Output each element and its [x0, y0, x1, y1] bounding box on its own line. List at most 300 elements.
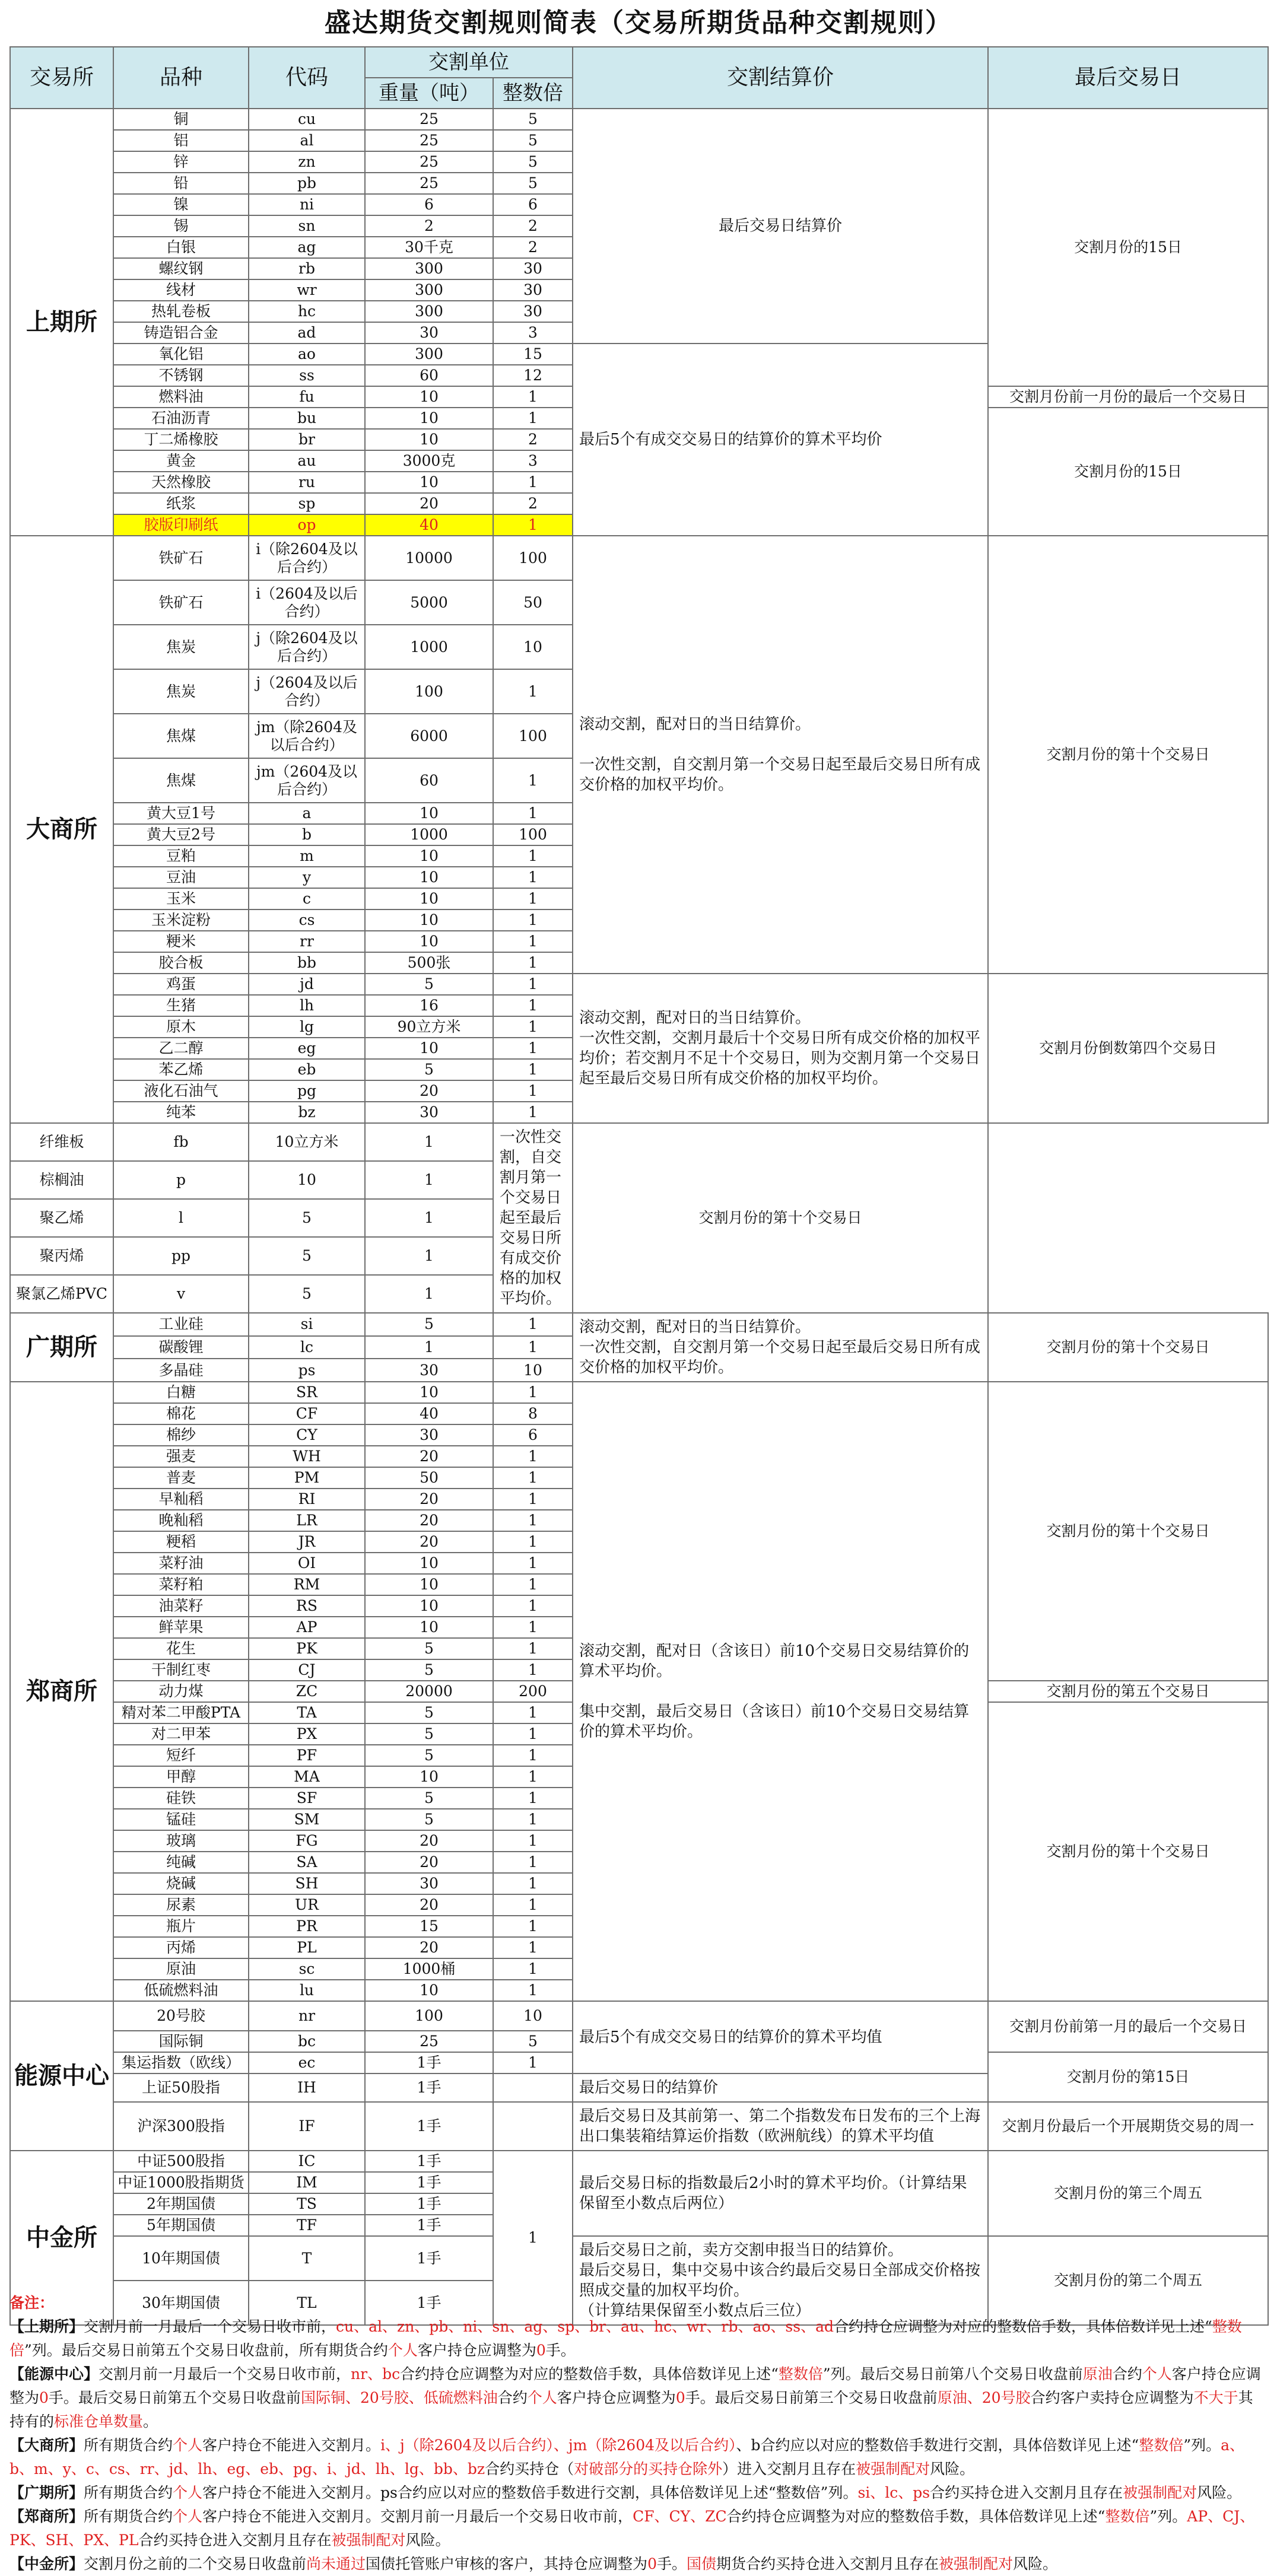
multiple-cell: 1: [493, 1574, 573, 1595]
note-ine: 【能源中心】交割月前一月最后一个交易日收市前，nr、bc合约持仓应调整为对应的整数倍手数，具体倍数详见上述“整数倍”列。最后交易日前第八个交易日收盘前原油合约个人客户持仓应调整为0手。最后交易日前第五个交易日收盘前国际铜、20号胶、低硫燃料油合约个人客户持仓应调整为0手。最后交易日前第三个交易日收盘前原油、20号胶合约客户卖持仓应调整为不大于其持有的标准仓单数量。: [9, 2365, 1261, 2430]
variety-cell: 铅: [113, 173, 249, 194]
multiple-cell: 1: [493, 1980, 573, 2001]
weight-cell: 300: [365, 258, 493, 279]
code-cell: LR: [249, 1510, 365, 1531]
variety-cell: 中证500股指: [113, 2151, 249, 2172]
multiple-cell: 1: [493, 1510, 573, 1531]
variety-cell: 2年期国债: [113, 2193, 249, 2215]
code-cell: jm（2604及以后合约）: [249, 758, 365, 803]
code-cell: RS: [249, 1595, 365, 1617]
code-cell: TL: [249, 2281, 365, 2325]
table-row: [10, 2001, 1268, 2031]
exchange-cell: 郑商所: [10, 1382, 113, 2001]
code-cell: sp: [249, 493, 365, 514]
table-row: [10, 109, 1268, 130]
weight-cell: 1手: [365, 2281, 493, 2325]
last-trading-day-cell: 交割月份的第三个周五: [988, 2151, 1268, 2236]
last-trading-day-cell: 交割月份前一月份的最后一个交易日: [988, 386, 1268, 408]
code-cell: br: [249, 429, 365, 450]
multiple-cell: 200: [493, 1681, 573, 1702]
multiple-cell: 1: [365, 1123, 493, 1161]
note-cffex: 【中金所】交割月份之前的二个交易日收盘前尚未通过国债托管账户审核的客户，其持仓应调整为0手。国债期货合约买持仓进入交割月且存在被强制配对风险。: [9, 2555, 1058, 2572]
multiple-cell: 6: [493, 1424, 573, 1446]
multiple-cell: 1: [493, 758, 573, 803]
multiple-cell: 1: [493, 1788, 573, 1809]
weight-cell: 5: [365, 1723, 493, 1745]
variety-cell: 5年期国债: [113, 2215, 249, 2236]
exchange-cell: 大商所: [10, 536, 113, 1123]
variety-cell: 石油沥青: [113, 408, 249, 429]
weight-cell: 20: [365, 1937, 493, 1958]
multiple-cell: 1: [493, 1595, 573, 1617]
settlement-cell: 一次性交割，自交割月第一个交易日起至最后交易日所有成交价格的加权平均价。: [493, 1123, 573, 1313]
page-title: 盛达期货交割规则简表（交易所期货品种交割规则）: [325, 8, 952, 38]
weight-cell: 5: [365, 974, 493, 995]
multiple-cell: 1: [493, 888, 573, 909]
code-cell: ad: [249, 322, 365, 344]
weight-cell: 10: [365, 1574, 493, 1595]
code-cell: cu: [249, 109, 365, 130]
variety-cell: 玉米: [113, 888, 249, 909]
multiple-cell: 1: [493, 1659, 573, 1681]
variety-cell: 甲醇: [113, 1766, 249, 1788]
variety-cell: 20号胶: [113, 2001, 249, 2031]
weight-cell: 10000: [365, 536, 493, 580]
weight-cell: 30: [365, 1359, 493, 1382]
code-cell: p: [113, 1161, 249, 1199]
multiple-cell: 2: [493, 429, 573, 450]
weight-cell: 25: [365, 151, 493, 173]
variety-cell: 碳酸锂: [113, 1336, 249, 1359]
variety-cell: 集运指数（欧线）: [113, 2052, 249, 2073]
weight-cell: 30: [365, 1424, 493, 1446]
code-cell: bz: [249, 1102, 365, 1123]
multiple-cell: 30: [493, 279, 573, 301]
multiple-cell: 1: [493, 1080, 573, 1102]
weight-cell: 5: [365, 1659, 493, 1681]
code-cell: AP: [249, 1617, 365, 1638]
multiple-cell: 1: [493, 1702, 573, 1723]
weight-cell: 300: [365, 344, 493, 365]
variety-cell: 白糖: [113, 1382, 249, 1403]
variety-cell: 上证50股指: [113, 2073, 249, 2102]
code-cell: y: [249, 867, 365, 888]
header-last-trading-day: 最后交易日: [988, 47, 1268, 109]
code-cell: m: [249, 845, 365, 867]
multiple-cell: 1: [493, 1873, 573, 1894]
settlement-cell: 最后5个有成交交易日的结算价的算术平均值: [573, 2001, 988, 2073]
multiple-cell: 1: [493, 1382, 573, 1403]
weight-cell: 10: [365, 1595, 493, 1617]
code-cell: bb: [249, 952, 365, 974]
code-cell: RM: [249, 1574, 365, 1595]
variety-cell: 聚乙烯: [10, 1199, 113, 1237]
settlement-cell: 滚动交割，配对日的当日结算价。 一次性交割，交割月最后十个交易日所有成交价格的加权平均价；若交割月不足十个交易日，则为交割月第一个交易日起至最后交易日所有成交价格的加权平均价。: [573, 974, 988, 1123]
multiple-cell: 1: [493, 931, 573, 952]
variety-cell: 尿素: [113, 1894, 249, 1916]
code-cell: SR: [249, 1382, 365, 1403]
multiple-cell: 2: [493, 493, 573, 514]
code-cell: MA: [249, 1766, 365, 1788]
code-cell: ru: [249, 472, 365, 493]
code-cell: ss: [249, 365, 365, 386]
weight-cell: 100: [365, 669, 493, 714]
table-row: [10, 1382, 1268, 1403]
multiple-cell: 1: [493, 1467, 573, 1489]
variety-cell: 燃料油: [113, 386, 249, 408]
variety-cell: 胶合板: [113, 952, 249, 974]
weight-cell: 10: [365, 909, 493, 931]
weight-cell: 1手: [365, 2193, 493, 2215]
last-trading-day-cell: 交割月份最后一个开展期货交易的周一: [988, 2102, 1268, 2151]
multiple-cell: 50: [493, 580, 573, 625]
weight-cell: 1手: [365, 2073, 493, 2102]
multiple-cell: 1: [493, 386, 573, 408]
variety-cell: 乙二醇: [113, 1038, 249, 1059]
variety-cell: 多晶硅: [113, 1359, 249, 1382]
code-cell: pp: [113, 1237, 249, 1275]
last-trading-day-cell: 交割月份的第二个周五: [988, 2236, 1268, 2325]
settlement-cell: 最后交易日及其前第一、第二个指数发布日发布的三个上海出口集装箱结算运价指数（欧洲航线）的算术平均值: [573, 2102, 988, 2151]
variety-cell: 焦煤: [113, 758, 249, 803]
weight-cell: 5000: [365, 580, 493, 625]
variety-cell: 硅铁: [113, 1788, 249, 1809]
code-cell: PF: [249, 1745, 365, 1766]
variety-cell: 胶版印刷纸: [113, 514, 249, 536]
code-cell: op: [249, 514, 365, 536]
weight-cell: 25: [365, 109, 493, 130]
last-trading-day-cell: 交割月份的第十个交易日: [988, 1313, 1268, 1382]
table-row: [10, 974, 1268, 995]
variety-cell: 焦炭: [113, 625, 249, 669]
weight-cell: 10: [365, 1382, 493, 1403]
multiple-cell: 10: [493, 625, 573, 669]
weight-cell: 10: [365, 1617, 493, 1638]
variety-cell: 干制红枣: [113, 1659, 249, 1681]
weight-cell: 1手: [365, 2052, 493, 2073]
weight-cell: 5: [365, 1745, 493, 1766]
multiple-cell: 1: [493, 1016, 573, 1038]
variety-cell: 油菜籽: [113, 1595, 249, 1617]
multiple-cell: 1: [493, 974, 573, 995]
variety-cell: 焦炭: [113, 669, 249, 714]
weight-cell: 2: [365, 215, 493, 237]
variety-cell: 黄金: [113, 450, 249, 472]
variety-cell: 锰硅: [113, 1809, 249, 1830]
variety-cell: 中证1000股指期货: [113, 2172, 249, 2193]
variety-cell: 氧化铝: [113, 344, 249, 365]
code-cell: PL: [249, 1937, 365, 1958]
variety-cell: 棉纱: [113, 1424, 249, 1446]
variety-cell: 鲜苹果: [113, 1617, 249, 1638]
weight-cell: 10: [249, 1161, 365, 1199]
variety-cell: 丙烯: [113, 1937, 249, 1958]
code-cell: l: [113, 1199, 249, 1237]
code-cell: jd: [249, 974, 365, 995]
last-trading-day-cell: 交割月份的第十个交易日: [988, 1702, 1268, 2001]
weight-cell: 25: [365, 130, 493, 151]
code-cell: TS: [249, 2193, 365, 2215]
multiple-cell: 2: [493, 237, 573, 258]
variety-cell: 纸浆: [113, 493, 249, 514]
variety-cell: 聚丙烯: [10, 1237, 113, 1275]
multiple-cell: 100: [493, 714, 573, 758]
code-cell: ps: [249, 1359, 365, 1382]
weight-cell: 20: [365, 1080, 493, 1102]
settlement-cell: 滚动交割，配对日（含该日）前10个交易日交易结算价的算术平均价。 集中交割，最后交易日（含该日）前10个交易日交易结算价的算术平均价。: [573, 1382, 988, 2001]
code-cell: OI: [249, 1553, 365, 1574]
code-cell: au: [249, 450, 365, 472]
code-cell: CJ: [249, 1659, 365, 1681]
variety-cell: 镍: [113, 194, 249, 215]
multiple-cell: 1: [493, 1336, 573, 1359]
weight-cell: 1手: [365, 2102, 493, 2151]
notes-title: 备注：: [9, 2294, 55, 2311]
weight-cell: 10: [365, 408, 493, 429]
header-weight: 重量（吨）: [365, 78, 493, 109]
multiple-cell: 1: [493, 669, 573, 714]
code-cell: i（除2604及以后合约）: [249, 536, 365, 580]
code-cell: ag: [249, 237, 365, 258]
variety-cell: 纯碱: [113, 1852, 249, 1873]
code-cell: sc: [249, 1958, 365, 1980]
code-cell: IH: [249, 2073, 365, 2102]
weight-cell: 500张: [365, 952, 493, 974]
settlement-cell: 最后交易日标的指数最后2小时的算术平均价。（计算结果保留至小数点后两位）: [573, 2151, 988, 2236]
last-trading-day-cell: 交割月份的15日: [988, 408, 1268, 536]
weight-cell: 5: [365, 1809, 493, 1830]
weight-cell: 20: [365, 493, 493, 514]
multiple-cell: 100: [493, 824, 573, 845]
variety-cell: 低硫燃料油: [113, 1980, 249, 2001]
variety-cell: 铁矿石: [113, 536, 249, 580]
code-cell: jm（除2604及以后合约）: [249, 714, 365, 758]
table-row: [10, 2102, 1268, 2151]
code-cell: eg: [249, 1038, 365, 1059]
multiple-cell: 100: [493, 536, 573, 580]
multiple-cell: 10: [493, 1359, 573, 1382]
multiple-cell: [493, 2102, 573, 2151]
variety-cell: 豆粕: [113, 845, 249, 867]
code-cell: ec: [249, 2052, 365, 2073]
variety-cell: 螺纹钢: [113, 258, 249, 279]
code-cell: rr: [249, 931, 365, 952]
weight-cell: 5: [249, 1275, 365, 1313]
variety-cell: 精对苯二甲酸PTA: [113, 1702, 249, 1723]
weight-cell: 10: [365, 1553, 493, 1574]
variety-cell: 短纤: [113, 1745, 249, 1766]
weight-cell: 20: [365, 1446, 493, 1467]
variety-cell: 菜籽油: [113, 1553, 249, 1574]
weight-cell: 3000克: [365, 450, 493, 472]
code-cell: c: [249, 888, 365, 909]
header-code: 代码: [249, 47, 365, 109]
weight-cell: 6000: [365, 714, 493, 758]
multiple-cell: 15: [493, 344, 573, 365]
multiple-cell: 1: [493, 1809, 573, 1830]
multiple-cell: 1: [365, 1161, 493, 1199]
variety-cell: 原木: [113, 1016, 249, 1038]
weight-cell: 40: [365, 514, 493, 536]
settlement-cell: 滚动交割，配对日的当日结算价。 一次性交割，自交割月第一个交易日起至最后交易日所有成交价格的加权平均价。: [573, 536, 988, 974]
multiple-cell: 30: [493, 301, 573, 322]
code-cell: a: [249, 803, 365, 824]
table-row: [10, 2151, 1268, 2172]
code-cell: T: [249, 2236, 365, 2281]
last-trading-day-cell: 交割月份的第五个交易日: [988, 1681, 1268, 1702]
variety-cell: 纤维板: [10, 1123, 113, 1161]
weight-cell: 10: [365, 1766, 493, 1788]
multiple-cell: 1: [493, 1894, 573, 1916]
multiple-cell: 1: [493, 1638, 573, 1659]
weight-cell: 10: [365, 386, 493, 408]
header-exchange: 交易所: [10, 47, 113, 109]
variety-cell: 豆油: [113, 867, 249, 888]
code-cell: j（2604及以后合约）: [249, 669, 365, 714]
settlement-cell: 滚动交割，配对日的当日结算价。 一次性交割，自交割月第一个交易日起至最后交易日所有成交价格的加权平均价。: [573, 1313, 988, 1382]
variety-cell: 纯苯: [113, 1102, 249, 1123]
weight-cell: 25: [365, 2031, 493, 2052]
note-dce: 【大商所】所有期货合约个人客户持仓不能进入交割月。i、j（除2604及以后合约）、jm（除2604及以后合约）、b合约应以对应的整数倍手数进行交割，具体倍数详见上述“整数倍”列。a、b、m、y、c、cs、rr、jd、lh、eg、eb、pg、i、jd、lh、lg、bb、bz合约买持仓（对破部分的买持仓除外）进入交割月且存在被强制配对风险。: [9, 2437, 1245, 2478]
multiple-cell: 1: [493, 1446, 573, 1467]
weight-cell: 5: [365, 1059, 493, 1080]
weight-cell: 30: [365, 1102, 493, 1123]
multiple-cell: 1: [493, 1038, 573, 1059]
weight-cell: 300: [365, 301, 493, 322]
weight-cell: 100: [365, 2001, 493, 2031]
header-variety: 品种: [113, 47, 249, 109]
multiple-cell: 30: [493, 258, 573, 279]
multiple-cell: 5: [493, 130, 573, 151]
multiple-cell: 2: [493, 215, 573, 237]
variety-cell: 铸造铝合金: [113, 322, 249, 344]
last-trading-day-cell: 交割月份倒数第四个交易日: [988, 974, 1268, 1123]
code-cell: TF: [249, 2215, 365, 2236]
code-cell: TA: [249, 1702, 365, 1723]
variety-cell: 线材: [113, 279, 249, 301]
last-trading-day-cell: 交割月份的第十个交易日: [988, 536, 1268, 974]
variety-cell: 生猪: [113, 995, 249, 1016]
code-cell: PM: [249, 1467, 365, 1489]
code-cell: WH: [249, 1446, 365, 1467]
code-cell: al: [249, 130, 365, 151]
weight-cell: 30: [365, 1873, 493, 1894]
multiple-cell: 1: [493, 1489, 573, 1510]
weight-cell: 10: [365, 888, 493, 909]
multiple-cell: 1: [493, 1937, 573, 1958]
variety-cell: 丁二烯橡胶: [113, 429, 249, 450]
variety-cell: 花生: [113, 1638, 249, 1659]
weight-cell: 25: [365, 173, 493, 194]
note-gfex: 【广期所】所有期货合约个人客户持仓不能进入交割月。ps合约应以对应的整数倍手数进行交割，具体倍数详见上述“整数倍”列。si、lc、ps合约买持仓进入交割月且存在被强制配对风险。: [9, 2484, 1242, 2501]
weight-cell: 90立方米: [365, 1016, 493, 1038]
multiple-cell: 1: [493, 1313, 573, 1336]
weight-cell: 6: [365, 194, 493, 215]
variety-cell: 原油: [113, 1958, 249, 1980]
multiple-cell: 6: [493, 194, 573, 215]
last-trading-day-cell: 交割月份的第15日: [988, 2052, 1268, 2102]
multiple-cell: 1: [493, 1553, 573, 1574]
code-cell: lu: [249, 1980, 365, 2001]
weight-cell: 20: [365, 1489, 493, 1510]
variety-cell: 白银: [113, 237, 249, 258]
last-trading-day-cell: 交割月份的第十个交易日: [988, 1382, 1268, 1681]
variety-cell: 热轧卷板: [113, 301, 249, 322]
weight-cell: 20: [365, 1531, 493, 1553]
code-cell: PR: [249, 1916, 365, 1937]
settlement-cell: 最后交易日之前，卖方交割申报当日的结算价。 最后交易日，集中交易中该合约最后交易日全部成交价格按照成交量的加权平均价。 （计算结果保留至小数点后三位）: [573, 2236, 988, 2325]
weight-cell: 60: [365, 365, 493, 386]
variety-cell: 棕榈油: [10, 1161, 113, 1199]
variety-cell: 早籼稻: [113, 1489, 249, 1510]
variety-cell: 铁矿石: [113, 580, 249, 625]
weight-cell: 1000: [365, 824, 493, 845]
code-cell: PK: [249, 1638, 365, 1659]
header-settlement-price: 交割结算价: [573, 47, 988, 109]
variety-cell: 焦煤: [113, 714, 249, 758]
code-cell: j（除2604及以后合约）: [249, 625, 365, 669]
settlement-cell: 最后交易日结算价: [573, 109, 988, 344]
weight-cell: 1手: [365, 2215, 493, 2236]
multiple-cell: [493, 2073, 573, 2102]
multiple-cell: 1: [493, 1958, 573, 1980]
table-row: [10, 2236, 1268, 2281]
code-cell: RI: [249, 1489, 365, 1510]
multiple-cell: 3: [493, 450, 573, 472]
code-cell: wr: [249, 279, 365, 301]
multiple-cell: 1: [493, 2151, 573, 2325]
multiple-cell: 1: [493, 472, 573, 493]
weight-cell: 30: [365, 322, 493, 344]
code-cell: CY: [249, 1424, 365, 1446]
code-cell: IC: [249, 2151, 365, 2172]
multiple-cell: 1: [365, 1275, 493, 1313]
code-cell: rb: [249, 258, 365, 279]
multiple-cell: 1: [493, 867, 573, 888]
variety-cell: 强麦: [113, 1446, 249, 1467]
weight-cell: 20: [365, 1830, 493, 1852]
code-cell: CF: [249, 1403, 365, 1424]
multiple-cell: 1: [493, 1617, 573, 1638]
multiple-cell: 1: [493, 1830, 573, 1852]
code-cell: IM: [249, 2172, 365, 2193]
multiple-cell: 1: [493, 2052, 573, 2073]
settlement-cell: 最后交易日的结算价: [573, 2073, 988, 2102]
multiple-cell: 5: [493, 151, 573, 173]
multiple-cell: 1: [493, 995, 573, 1016]
multiple-cell: 1: [493, 1723, 573, 1745]
multiple-cell: 5: [493, 2031, 573, 2052]
variety-cell: 粳米: [113, 931, 249, 952]
multiple-cell: 5: [493, 173, 573, 194]
code-cell: SA: [249, 1852, 365, 1873]
table-row: [10, 536, 1268, 580]
multiple-cell: 12: [493, 365, 573, 386]
variety-cell: 晚籼稻: [113, 1510, 249, 1531]
exchange-cell: 上期所: [10, 109, 113, 536]
variety-cell: 对二甲苯: [113, 1723, 249, 1745]
table-row: [10, 1123, 1268, 1161]
weight-cell: 1000: [365, 625, 493, 669]
variety-cell: 液化石油气: [113, 1080, 249, 1102]
code-cell: hc: [249, 301, 365, 322]
weight-cell: 20: [365, 1852, 493, 1873]
header-multiple: 整数倍: [493, 78, 573, 109]
notes-section: [9, 2291, 1268, 2576]
weight-cell: 10: [365, 1038, 493, 1059]
futures-rule-table: [9, 46, 1269, 2326]
table-row: [10, 1313, 1268, 1336]
